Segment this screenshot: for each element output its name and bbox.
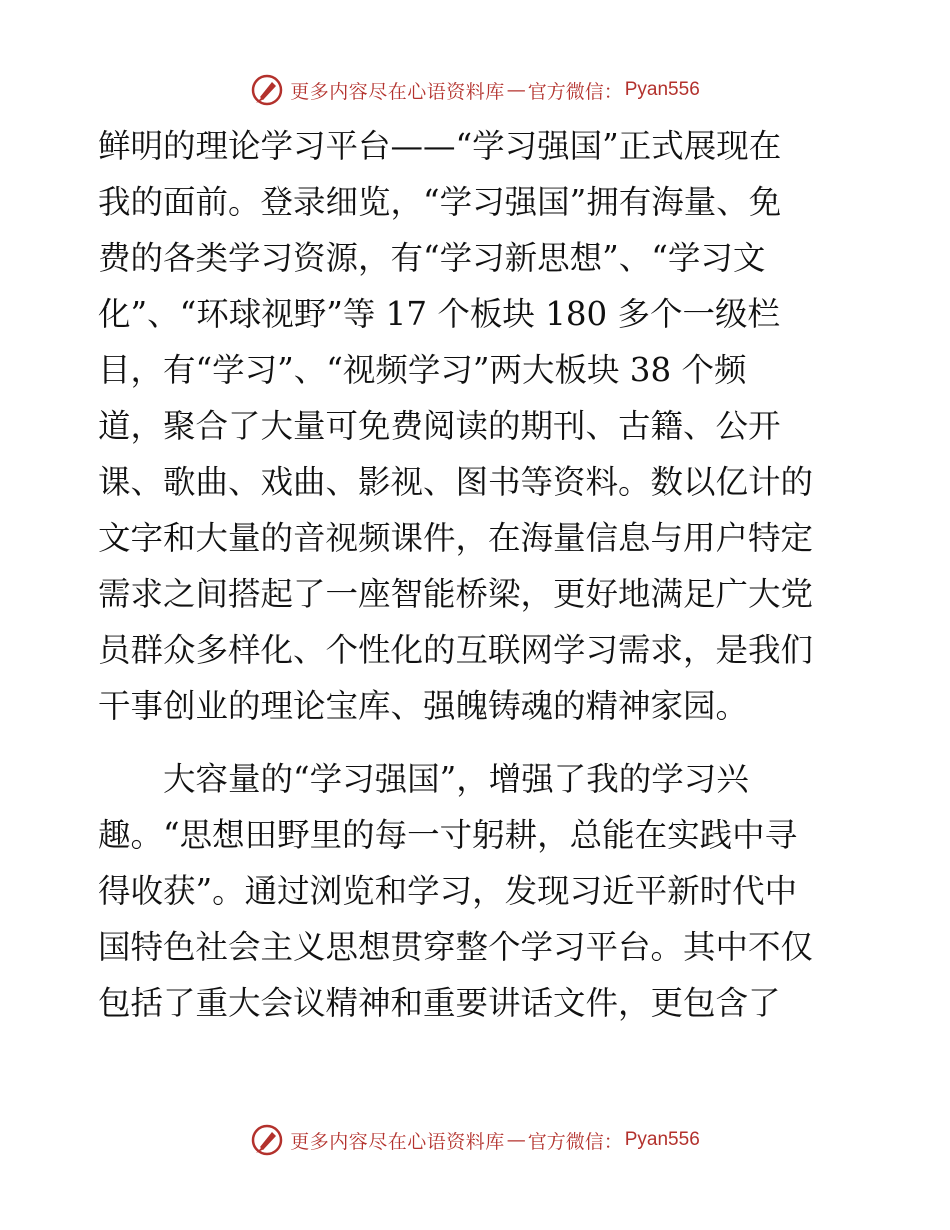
header-watermark [0, 73, 950, 107]
text-line: 鲜明的理论学习平台——“学习强国”正式展现在 [98, 127, 782, 165]
watermark-wechat-label: 官方微信： [527, 80, 623, 103]
document-body [98, 118, 850, 1031]
text-line: 得收获”。通过浏览和学习，发现习近平新时代中 [98, 872, 798, 910]
watermark-wechat-label: 官方微信： [527, 1130, 623, 1153]
text-line: 课、歌曲、戏曲、影视、图书等资料。数以亿计的 [98, 463, 814, 501]
text-line: 大容量的“学习强国”，增强了我的学习兴 [98, 760, 749, 798]
text-line: 文字和大量的音视频课件，在海量信息与用户特定 [98, 519, 814, 557]
text-line: 包括了重大会议精神和重要讲话文件，更包含了 [98, 984, 781, 1022]
pen-nib-logo-icon [250, 73, 284, 107]
text-line: 目，有“学习”、“视频学习”两大板块 38 个频 [98, 351, 747, 389]
text-line: 需求之间搭起了一座智能桥梁，更好地满足广大党 [98, 575, 814, 613]
watermark-dash: — [506, 1129, 526, 1151]
paragraph-spacer [98, 734, 850, 751]
watermark-dash: — [506, 79, 526, 101]
text-line: 费的各类学习资源，有“学习新思想”、“学习文 [98, 239, 766, 277]
text-line: 趣。“思想田野里的每一寸躬耕，总能在实践中寻 [98, 816, 798, 854]
watermark-text: 更多内容尽在心语资料库 [290, 1130, 505, 1153]
pen-nib-logo-icon [250, 1123, 284, 1157]
text-line: 化”、“环球视野”等 17 个板块 180 多个一级栏 [98, 295, 781, 333]
text-line: 国特色社会主义思想贯穿整个学习平台。其中不仅 [98, 928, 814, 966]
paragraph-1 [98, 118, 850, 734]
footer-watermark [0, 1123, 950, 1157]
paragraph-2 [98, 751, 850, 1031]
text-line: 我的面前。登录细览，“学习强国”拥有海量、免 [98, 183, 782, 221]
watermark-text: 更多内容尽在心语资料库 [290, 80, 505, 103]
text-line: 道，聚合了大量可免费阅读的期刊、古籍、公开 [98, 407, 781, 445]
text-line: 干事创业的理论宝库、强魄铸魂的精神家园。 [98, 687, 749, 725]
watermark-wechat-id: Pyan556 [624, 1129, 700, 1150]
text-line: 员群众多样化、个性化的互联网学习需求，是我们 [98, 631, 814, 669]
watermark-wechat-id: Pyan556 [624, 79, 700, 100]
